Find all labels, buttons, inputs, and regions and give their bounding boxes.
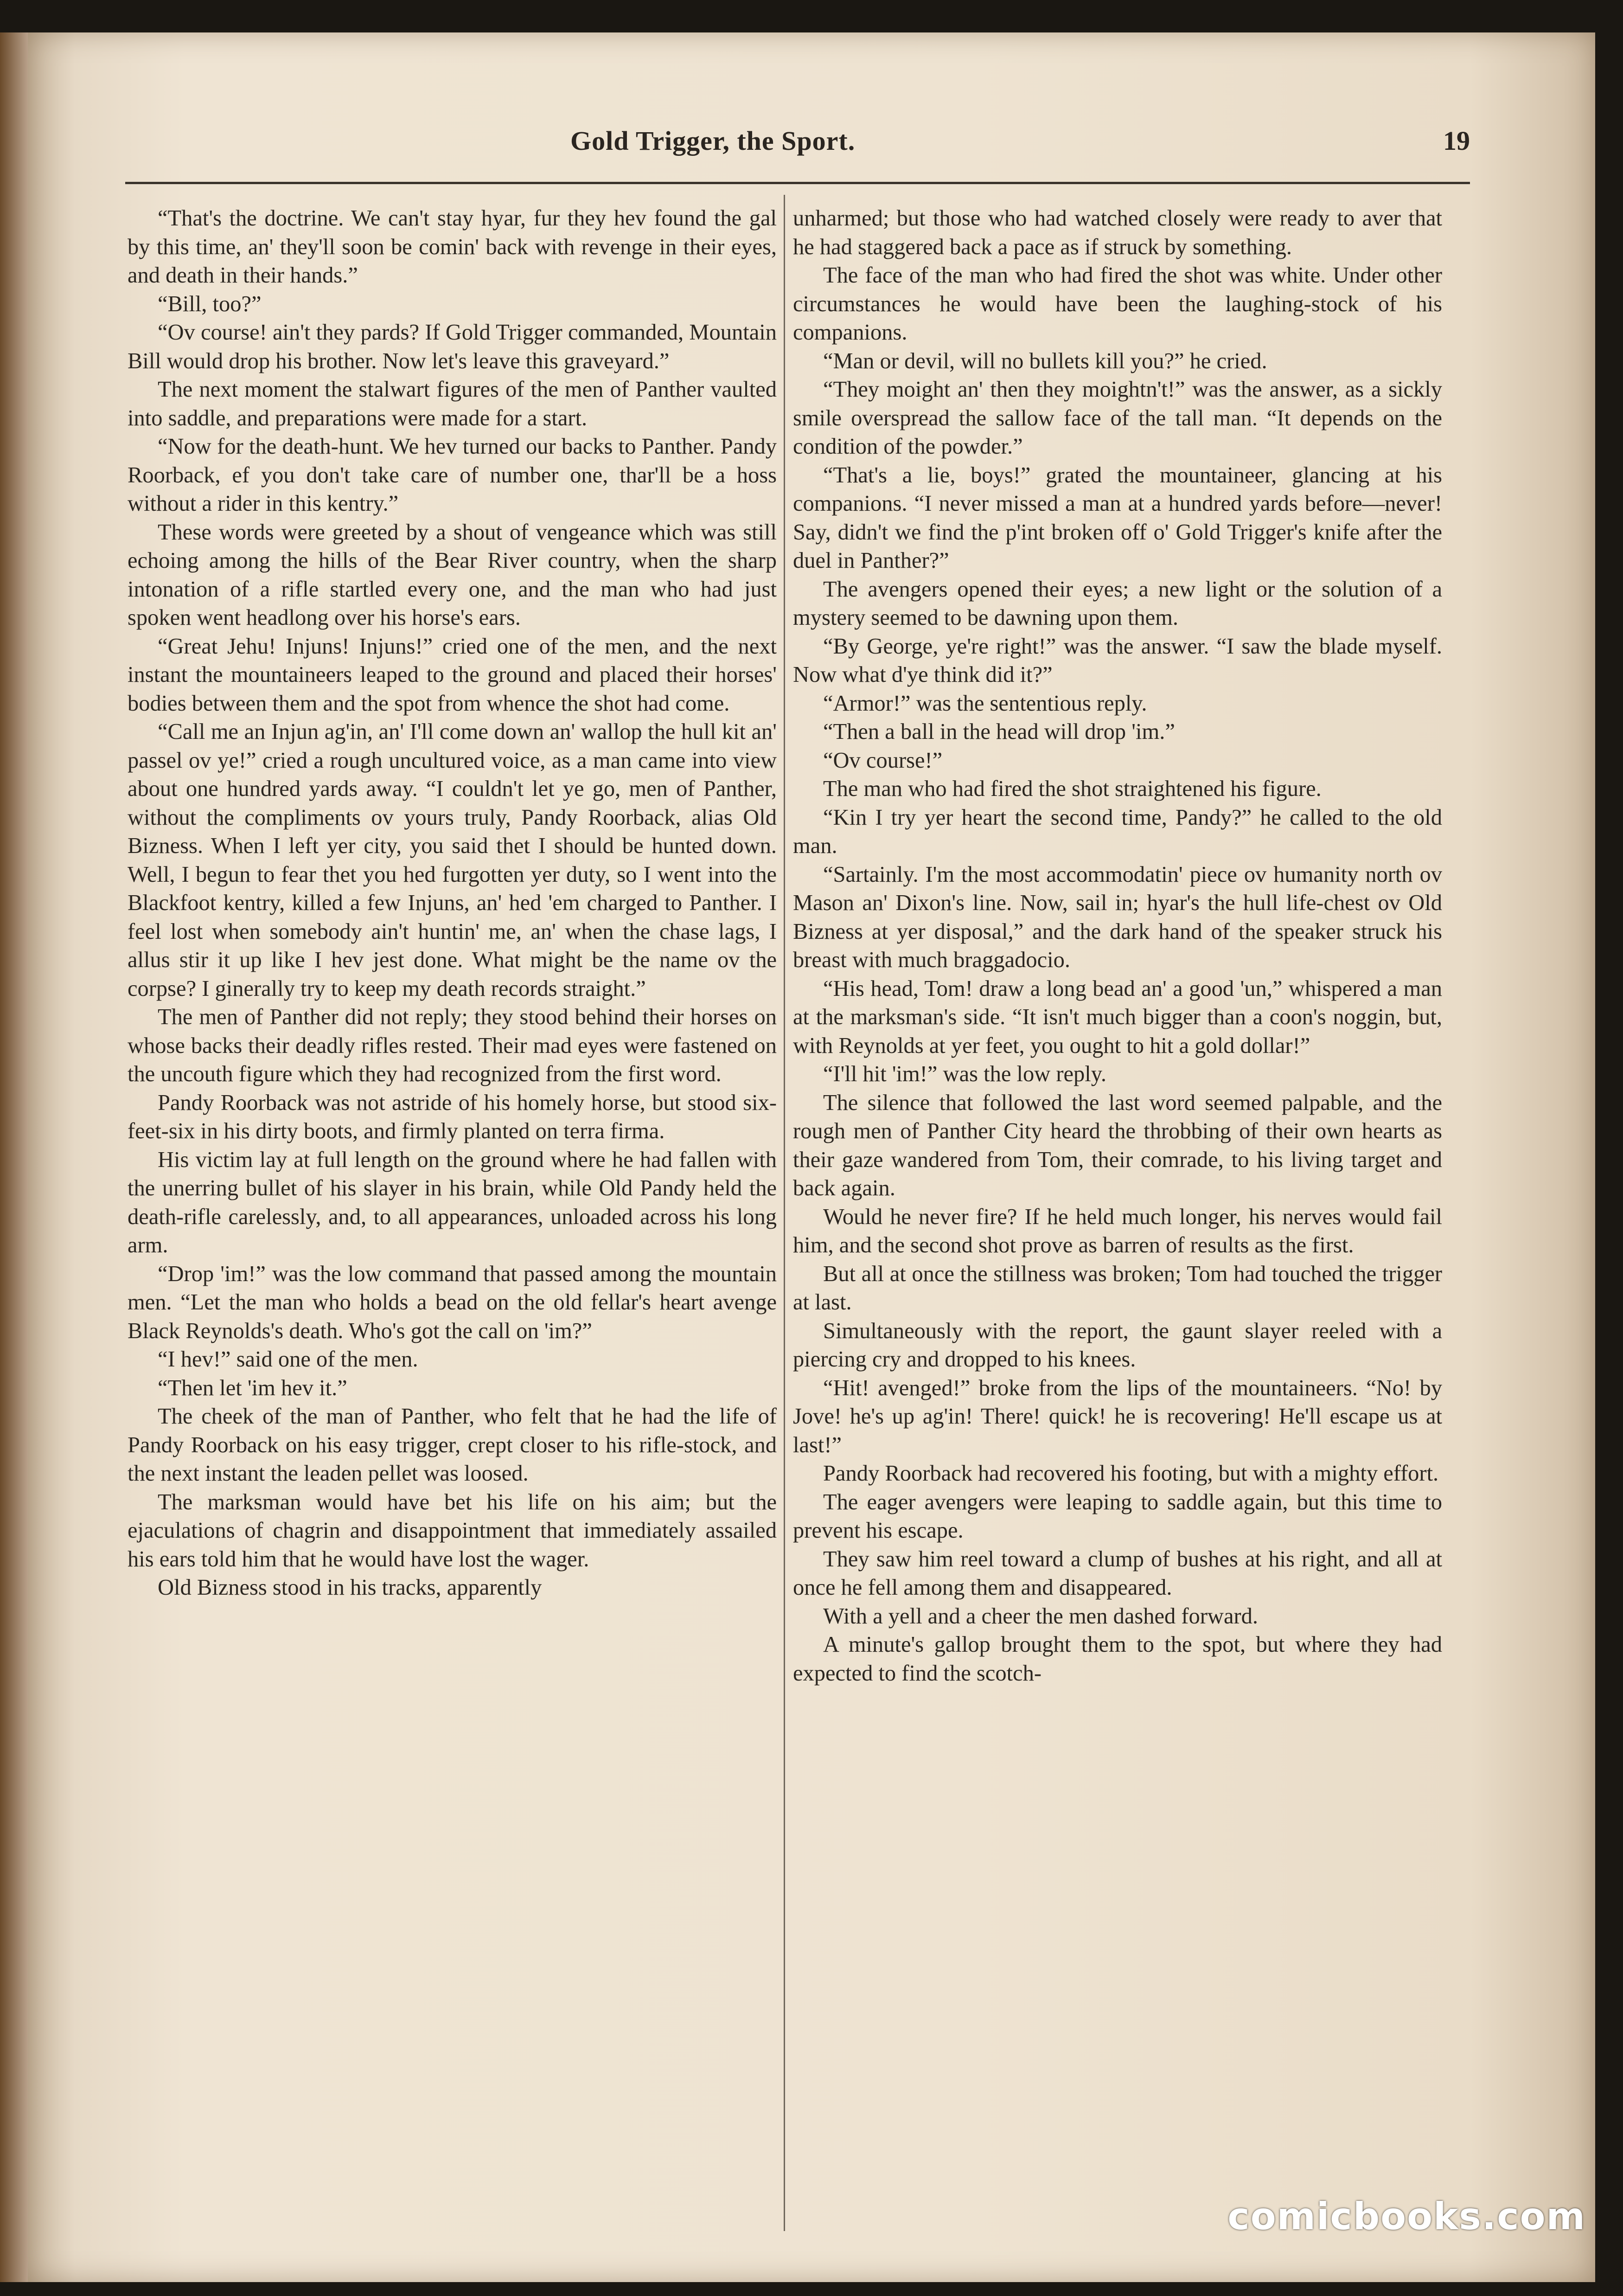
left-text-column: [128, 204, 777, 1602]
paragraph: “Now for the death-hunt. We hev turned our backs to Panther. Pandy Roorback, ef you don't take care of number one, thar'll be a hoss without a rider in this kentry.”: [128, 434, 777, 516]
book-binding-edge: [0, 32, 28, 2282]
paragraph: The cheek of the man of Panther, who felt that he had the life of Pandy Roorback on his easy trigger, crept closer to his rifle-stock, and the next instant the leaden pellet was loosed.: [128, 1404, 777, 1486]
page-header: [125, 125, 1470, 167]
paragraph: “Ov course!”: [823, 748, 943, 773]
right-text-column: [793, 204, 1442, 1687]
paragraph: “Bill, too?”: [158, 291, 262, 316]
paragraph: The man who had fired the shot straightened his figure.: [823, 776, 1322, 801]
paragraph: The avengers opened their eyes; a new light or the solution of a mystery seemed to be dawning upon them.: [793, 577, 1442, 630]
paragraph: Simultaneously with the report, the gaunt slayer reeled with a piercing cry and dropped to his knees.: [793, 1318, 1442, 1372]
paragraph: “That's the doctrine. We can't stay hyar, fur they hev found the gal by this time, an' they'll soon be comin' back with revenge in their eyes, and death in their hands.”: [128, 206, 777, 288]
paragraph: “Armor!” was the sententious reply.: [823, 691, 1147, 716]
paragraph: “I'll hit 'im!” was the low reply.: [823, 1062, 1106, 1086]
paragraph: “Great Jehu! Injuns! Injuns!” cried one of the men, and the next instant the mountaineers leaped to the ground and placed their horses' bodies between them and the spot from whence the shot had come.: [128, 634, 777, 716]
paragraph: “Then a ball in the head will drop 'im.”: [823, 719, 1175, 744]
paragraph: Old Bizness stood in his tracks, apparently: [158, 1575, 542, 1600]
paragraph: “His head, Tom! draw a long bead an' a good 'un,” whispered a man at the marksman's side. “It isn't much bigger than a coon's noggin, but, with Reynolds at yer feet, you ought to hit a gold dollar!”: [793, 976, 1442, 1058]
paragraph: The men of Panther did not reply; they stood behind their horses on whose backs their deadly rifles rested. Their mad eyes were fastened on the uncouth figure which they had recognized from the first word.: [128, 1005, 777, 1086]
paragraph: “Man or devil, will no bullets kill you?” he cried.: [823, 348, 1267, 373]
paragraph: The silence that followed the last word seemed palpable, and the rough men of Panther City heard the throbbing of their own hearts as their gaze wandered from Tom, their comrade, to his living target and back again.: [793, 1090, 1442, 1200]
paragraph: “Then let 'im hev it.”: [158, 1375, 347, 1400]
paragraph: But all at once the stillness was broken; Tom had touched the trigger at last.: [793, 1261, 1442, 1315]
paragraph: Pandy Roorback was not astride of his homely horse, but stood six-feet-six in his dirty boots, and firmly planted on terra firma.: [128, 1090, 777, 1143]
paragraph: “I hev!” said one of the men.: [158, 1347, 418, 1372]
running-title: Gold Trigger, the Sport.: [570, 126, 856, 156]
header-rule: [125, 182, 1470, 184]
watermark-logo: comicbooks.com: [1227, 2195, 1586, 2238]
paragraph: “Sartainly. I'm the most accommodatin' piece ov humanity north ov Mason an' Dixon's line. Now, sail in; hyar's the hull life-chest ov Old Bizness at yer disposal,” and the dark hand of the speaker struck his breast with much braggadocio.: [793, 862, 1442, 972]
paragraph: “That's a lie, boys!” grated the mountaineer, glancing at his companions. “I never missed a man at a hundred yards before—never! Say, didn't we find the p'int broken off o' Gold Trigger's knife after the duel in Panther?”: [793, 462, 1442, 573]
paragraph: The face of the man who had fired the shot was white. Under other circumstances he would have been the laughing-stock of his companions.: [793, 263, 1442, 345]
column-divider: [784, 195, 785, 2231]
paragraph: They saw him reel toward a clump of bushes at his right, and all at once he fell among them and disappeared.: [793, 1546, 1442, 1600]
paragraph: “Ov course! ain't they pards? If Gold Trigger commanded, Mountain Bill would drop his brother. Now let's leave this graveyard.”: [128, 320, 777, 373]
page-number: 19: [1443, 126, 1470, 156]
paragraph: The eager avengers were leaping to saddle again, but this time to prevent his escape.: [793, 1489, 1442, 1543]
paragraph: The next moment the stalwart figures of the men of Panther vaulted into saddle, and preparations were made for a start.: [128, 377, 777, 430]
paragraph: “Drop 'im!” was the low command that passed among the mountain men. “Let the man who holds a bead on the old fellar's heart avenge Black Reynolds's death. Who's got the call on 'im?”: [128, 1261, 777, 1343]
paragraph: Would he never fire? If he held much longer, his nerves would fail him, and the second shot prove as barren of results as the first.: [793, 1204, 1442, 1257]
paragraph: “Kin I try yer heart the second time, Pandy?” he called to the old man.: [793, 805, 1442, 858]
paragraph: “They moight an' then they moightn't!” was the answer, as a sickly smile overspread the sallow face of the tall man. “It depends on the condition of the powder.”: [793, 377, 1442, 459]
paragraph: “By George, ye're right!” was the answer. “I saw the blade myself. Now what d'ye think did it?”: [793, 634, 1442, 687]
paragraph: Pandy Roorback had recovered his footing, but with a mighty effort.: [823, 1461, 1439, 1486]
paragraph: A minute's gallop brought them to the spot, but where they had expected to find the scotch-: [793, 1632, 1442, 1686]
paragraph: “Hit! avenged!” broke from the lips of the mountaineers. “No! by Jove! he's up ag'in! There! quick! he is recovering! He'll escape us at last!”: [793, 1375, 1442, 1457]
paragraph: unharmed; but those who had watched closely were ready to aver that he had staggered back a pace as if struck by something.: [793, 206, 1442, 259]
paragraph: With a yell and a cheer the men dashed forward.: [823, 1603, 1259, 1629]
paragraph: “Call me an Injun ag'in, an' I'll come down an' wallop the hull kit an' passel ov ye!” cried a rough uncultured voice, as a man came into view about one hundred yards away. “I couldn't let ye go, men of Panther, without the compliments ov yours truly, Pandy Roorback, alias Old Bizness. When I left yer city, you said thet I should be hunted down. Well, I begun to fear thet you hed furgotten yer duty, so I went into the Blackfoot kentry, killed a few Injuns, an' hed 'em charged to Panther. I feel lost when somebody ain't huntin' me, an' when the chase lags, I allus stir it up like I hev jest done. What might be the name ov the corpse? I ginerally try to keep my death records straight.”: [128, 719, 777, 1001]
paragraph: The marksman would have bet his life on his aim; but the ejaculations of chagrin and disappointment that immediately assailed his ears told him that he would have lost the wager.: [128, 1489, 777, 1571]
paragraph: His victim lay at full length on the ground where he had fallen with the unerring bullet of his slayer in his brain, while Old Pandy held the death-rifle carelessly, and, to all appearances, unloaded across his long arm.: [128, 1147, 777, 1257]
paragraph: These words were greeted by a shout of vengeance which was still echoing among the hills of the Bear River country, when the sharp intonation of a rifle startled every one, and the man who had just spoken went headlong over his horse's ears.: [128, 519, 777, 630]
